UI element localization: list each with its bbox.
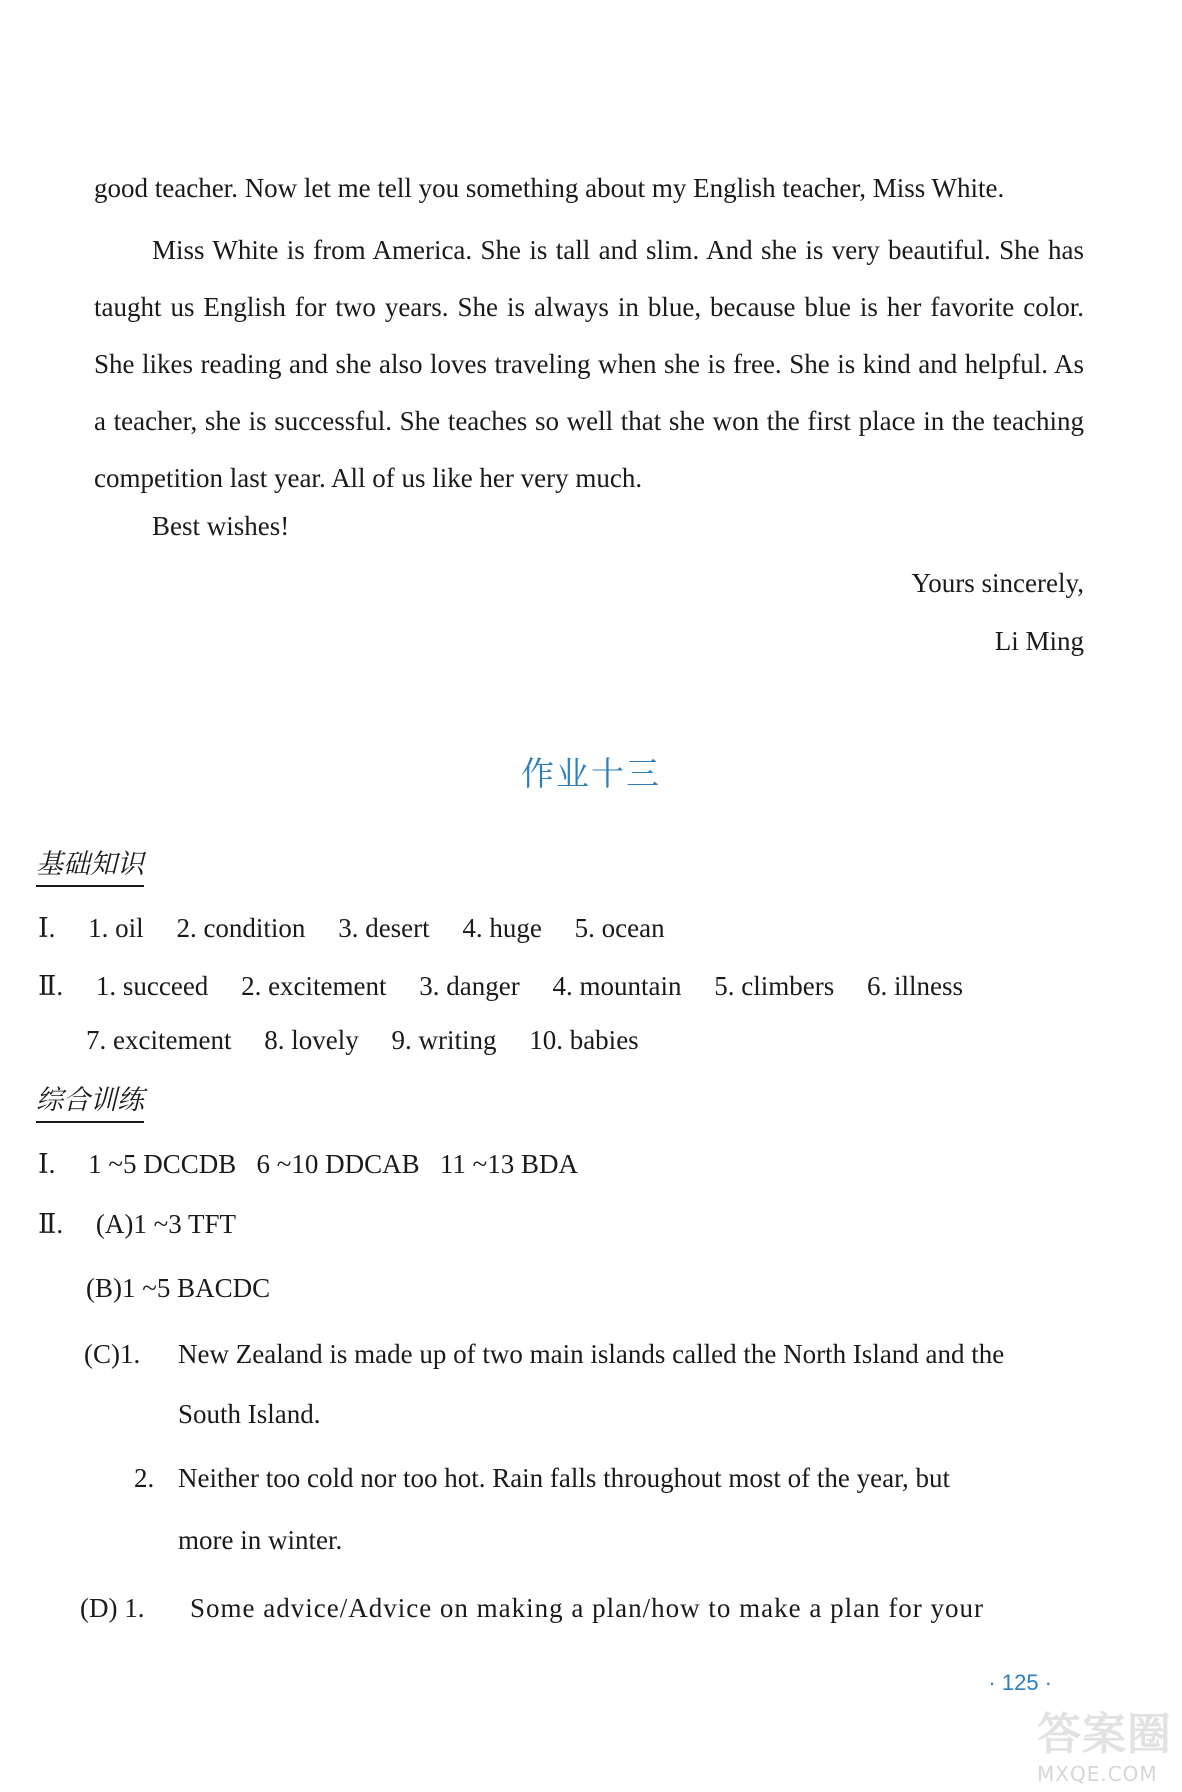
s1-q2-row-1 [38, 970, 963, 1002]
s2-q2-label: Ⅱ. [38, 1209, 64, 1239]
watermark-big: 答案圈 [1037, 1709, 1172, 1760]
s1-q1-item: 4. huge [462, 913, 542, 943]
letter-closing: Best wishes! [152, 511, 290, 541]
s1-q2-label: Ⅱ. [38, 971, 64, 1001]
letter-signature: Li Ming [994, 626, 1084, 656]
letter-paragraph [94, 222, 1084, 507]
s1-q2-item: 3. danger [419, 971, 520, 1001]
s2-q2-c1-line1: New Zealand is made up of two main islands called the North Island and the [178, 1339, 1005, 1369]
s1-q2-item: 2. excitement [241, 971, 387, 1001]
s2-q2-row-b: (B)1 ~5 BACDC [86, 1273, 271, 1303]
s1-q2-item: 4. mountain [552, 971, 682, 1001]
s1-q1-item: 2. condition [176, 913, 306, 943]
s2-q1-label: Ⅰ. [38, 1149, 56, 1179]
page-title: 作业十三 [521, 754, 661, 793]
s2-q2-c2-line2: more in winter. [178, 1525, 343, 1555]
section-heading-basic: 基础知识 [36, 842, 144, 887]
s1-q2-item: 5. climbers [714, 971, 835, 1001]
s1-q2-item: 8. lovely [264, 1025, 359, 1055]
s1-q2-item: 7. excitement [86, 1025, 232, 1055]
letter-signoff: Yours sincerely, [911, 568, 1084, 598]
s2-q2-c1-line2: South Island. [178, 1399, 321, 1429]
s1-q1-item: 1. oil [88, 913, 144, 943]
s2-q2-c2-line1: Neither too cold nor too hot. Rain falls throughout most of the year, but [178, 1463, 951, 1493]
s1-q1-item: 3. desert [338, 913, 430, 943]
s1-q2-item: 6. illness [866, 971, 963, 1001]
s1-q2-item: 9. writing [391, 1025, 497, 1055]
s1-q1-label: Ⅰ. [38, 913, 56, 943]
s1-q2-row-2 [86, 1024, 639, 1056]
watermark-url: MXQE.COM [1037, 1762, 1158, 1786]
s2-q2-c2-num: 2. [134, 1463, 155, 1493]
page-number: · 125 · [988, 1670, 1052, 1695]
watermark-logo [1037, 1698, 1172, 1786]
paragraph-text: Miss White is from America. She is tall and slim. And she is very beautiful. She has taught us English for two years. She is always in blue, because blue is her favorite color. She likes reading and she also loves traveling when she is free. She is kind and helpful. As a teacher, she is successful. She teaches so well that she won the first place in the teaching competition last year. All of us like her very much. [94, 235, 1084, 493]
s2-q2-d-label: (D) 1. [80, 1593, 145, 1623]
letter-line-1: good teacher. Now let me tell you something about my English teacher, Miss White. [94, 173, 1005, 203]
s2-q2-c-label: (C)1. [84, 1339, 141, 1369]
s2-q2-a: (A)1 ~3 TFT [95, 1209, 236, 1239]
s2-q2-row-a [38, 1208, 236, 1240]
s2-q1-answers: 1 ~5 DCCDB 6 ~10 DDCAB 11 ~13 BDA [88, 1149, 579, 1179]
section-heading-comprehensive: 综合训练 [36, 1078, 144, 1123]
s2-q1-row [38, 1148, 578, 1180]
s1-q1-item: 5. ocean [574, 913, 665, 943]
s1-q2-item: 10. babies [529, 1025, 639, 1055]
s2-q2-d1-line1: Some advice/Advice on making a plan/how to make a plan for your [190, 1593, 985, 1623]
s1-q1-row [38, 912, 665, 944]
s1-q2-item: 1. succeed [95, 971, 209, 1001]
